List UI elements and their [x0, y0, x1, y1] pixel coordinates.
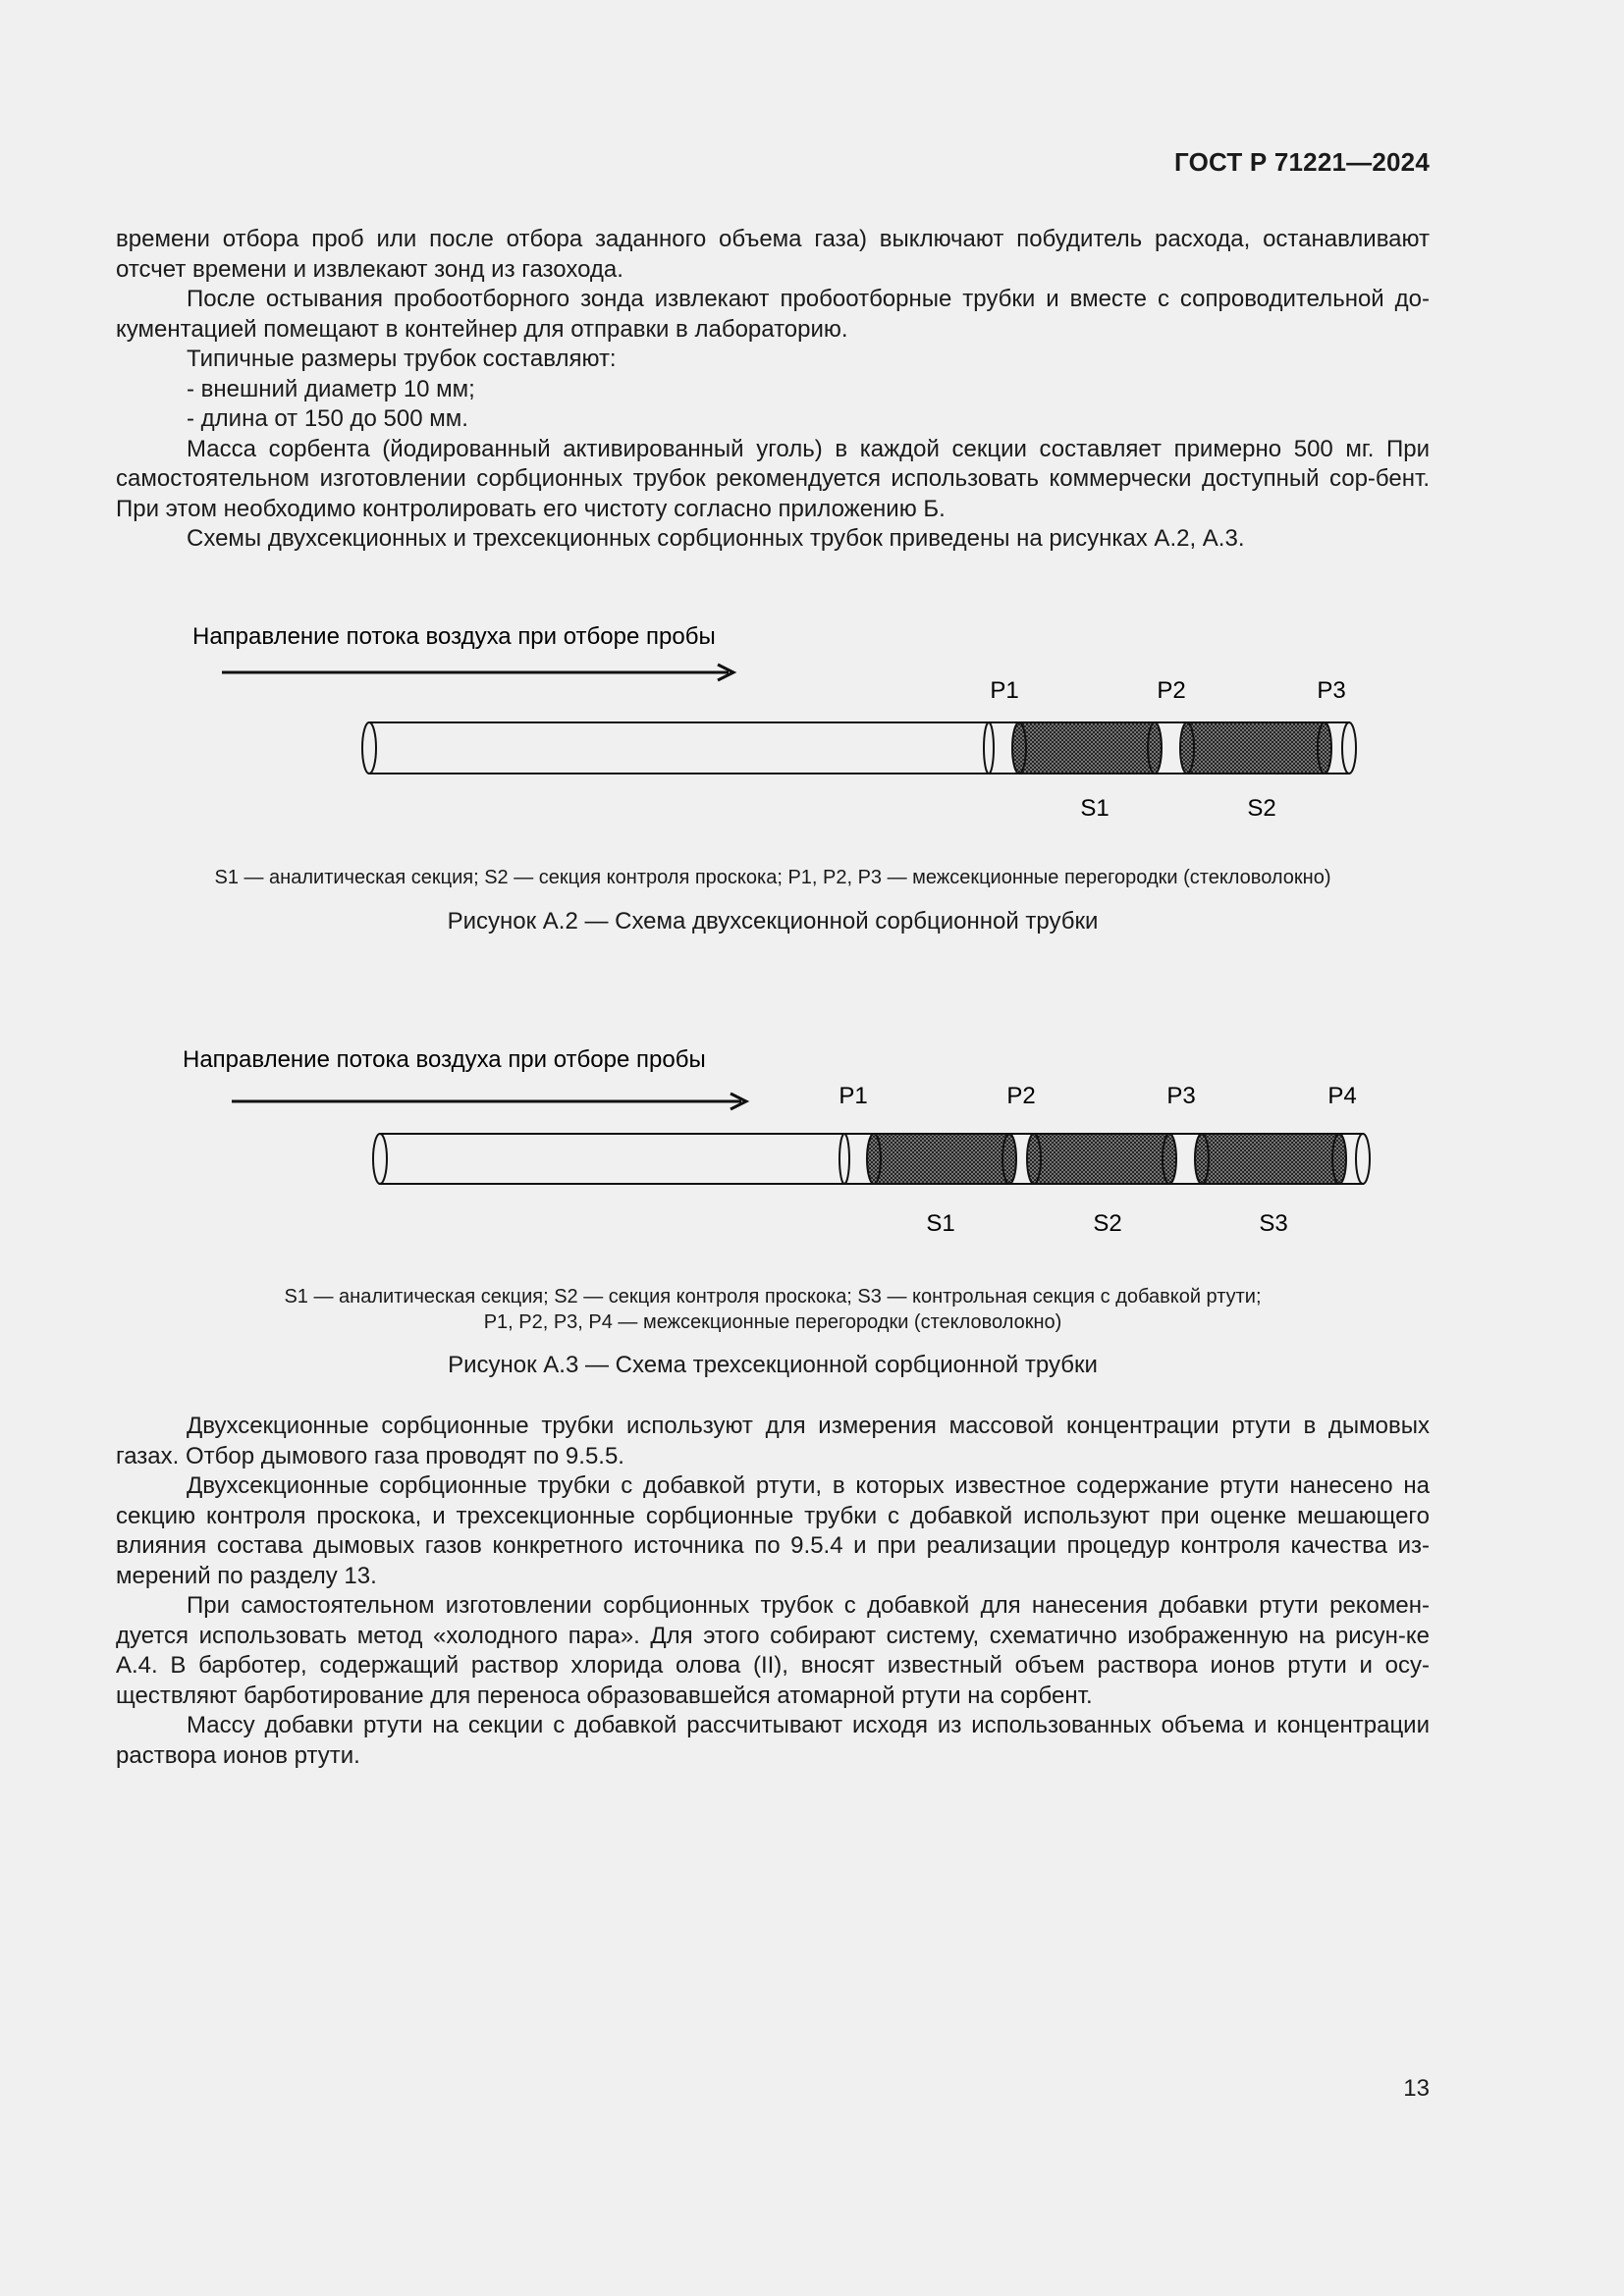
section-label-s1: S1: [1080, 795, 1110, 822]
paragraph: Типичные размеры трубок составляют:: [187, 346, 617, 372]
section-label-s2: S2: [1093, 1210, 1122, 1237]
partition-label-p3: P3: [1317, 677, 1346, 704]
paragraph: Двухсекционные сорбционные трубки с добавкой ртути, в которых известное содержание ртути нанесено на секцию контроля проскока, и трехсекционные сорбционные трубки с добавкой используют при оценке мешающего влияния состава дымовых газов конкретного источника по 9.5.4 и при реализации процедур контроля качества из-мерений по разделу 13.: [116, 1472, 1430, 1589]
partition-label-p2: P2: [1006, 1083, 1036, 1109]
paragraph: Масса сорбента (йодированный активированный уголь) в каждой секции составляет примерно 500 мг. При самостоятельном изготовлении сорбционных трубок рекомендуется использовать коммерчески доступный сор-бент. При этом необходимо контролировать его чистоту согласно приложению Б.: [116, 435, 1430, 522]
section-label-s3: S3: [1259, 1210, 1288, 1237]
legend-line: S1 — аналитическая секция; S2 — секция контроля проскока; S3 — контрольная секция с добавкой ртути;: [284, 1286, 1262, 1308]
list-item: - внешний диаметр 10 мм;: [187, 375, 475, 402]
sorbent-tube-2sec: [362, 722, 1356, 774]
partition-label-p4: P4: [1327, 1083, 1357, 1109]
figure-a3-diagram: [183, 1046, 1370, 1237]
partition-label-p1: P1: [990, 677, 1019, 704]
figure-a3-caption: Рисунок А.3 — Схема трехсекционной сорбционной трубки: [448, 1352, 1098, 1378]
page-number: 13: [1403, 2075, 1430, 2102]
partition-label-p2: P2: [1157, 677, 1186, 704]
paragraph: После остывания пробоотборного зонда извлекают пробоотборные трубки и вместе с сопроводительной до-кументацией помещают в контейнер для отправки в лабораторию.: [116, 286, 1430, 343]
figure-a2-diagram: [192, 623, 1356, 822]
paragraph: времени отбора проб или после отбора заданного объема газа) выключают побудитель расхода, останавливают отсчет времени и извлекают зонд из газохода.: [116, 226, 1430, 283]
section-s2-fill: [1027, 1134, 1176, 1184]
figure-a2-caption: Рисунок А.2 — Схема двухсекционной сорбционной трубки: [447, 908, 1099, 934]
partition-label-p3: P3: [1166, 1083, 1196, 1109]
paragraph: При самостоятельном изготовлении сорбционных трубок с добавкой для нанесения добавки ртути рекомен-дуется использовать метод «холодного пара». Для этого собирают систему, схематично изображенную на рисун-ке А.4. В барботер, содержащий раствор хлорида олова (II), вносят известный объем раствора ионов ртути и осу-ществляют барботирование для переноса образовавшейся атомарной ртути на сорбент.: [116, 1592, 1430, 1709]
paragraph: Двухсекционные сорбционные трубки используют для измерения массовой концентрации ртути в дымовых газах. Отбор дымового газа проводят по 9.5.5.: [116, 1413, 1430, 1469]
partition-label-p1: P1: [839, 1083, 868, 1109]
paragraph: Массу добавки ртути на секции с добавкой рассчитывают исходя из использованных объема и концентрации раствора ионов ртути.: [116, 1712, 1430, 1769]
sorbent-tube-3sec: [373, 1134, 1370, 1184]
section-s1-fill: [867, 1134, 1016, 1184]
document-id: ГОСТ Р 71221—2024: [1174, 147, 1430, 177]
section-s3-fill: [1195, 1134, 1346, 1184]
flow-arrow-icon: [232, 1094, 746, 1109]
paragraph: Схемы двухсекционных и трехсекционных сорбционных трубок приведены на рисунках А.2, А.3.: [187, 525, 1245, 552]
flow-direction-label: Направление потока воздуха при отборе пробы: [192, 623, 716, 650]
section-s1-fill: [1012, 722, 1162, 774]
section-label-s1: S1: [926, 1210, 955, 1237]
flow-direction-label: Направление потока воздуха при отборе пробы: [183, 1046, 706, 1073]
list-item: - длина от 150 до 500 мм.: [187, 405, 468, 432]
figure-a2-legend: S1 — аналитическая секция; S2 — секция контроля проскока; P1, P2, P3 — межсекционные перегородки (стекловолокно): [214, 867, 1331, 888]
figure-a3-legend: [116, 1284, 1430, 1335]
legend-line: P1, P2, P3, P4 — межсекционные перегородки (стекловолокно): [483, 1311, 1062, 1333]
section-label-s2: S2: [1247, 795, 1276, 822]
section-s2-fill: [1180, 722, 1331, 774]
body-text: [116, 1412, 1430, 1771]
flow-arrow-icon: [222, 665, 733, 680]
